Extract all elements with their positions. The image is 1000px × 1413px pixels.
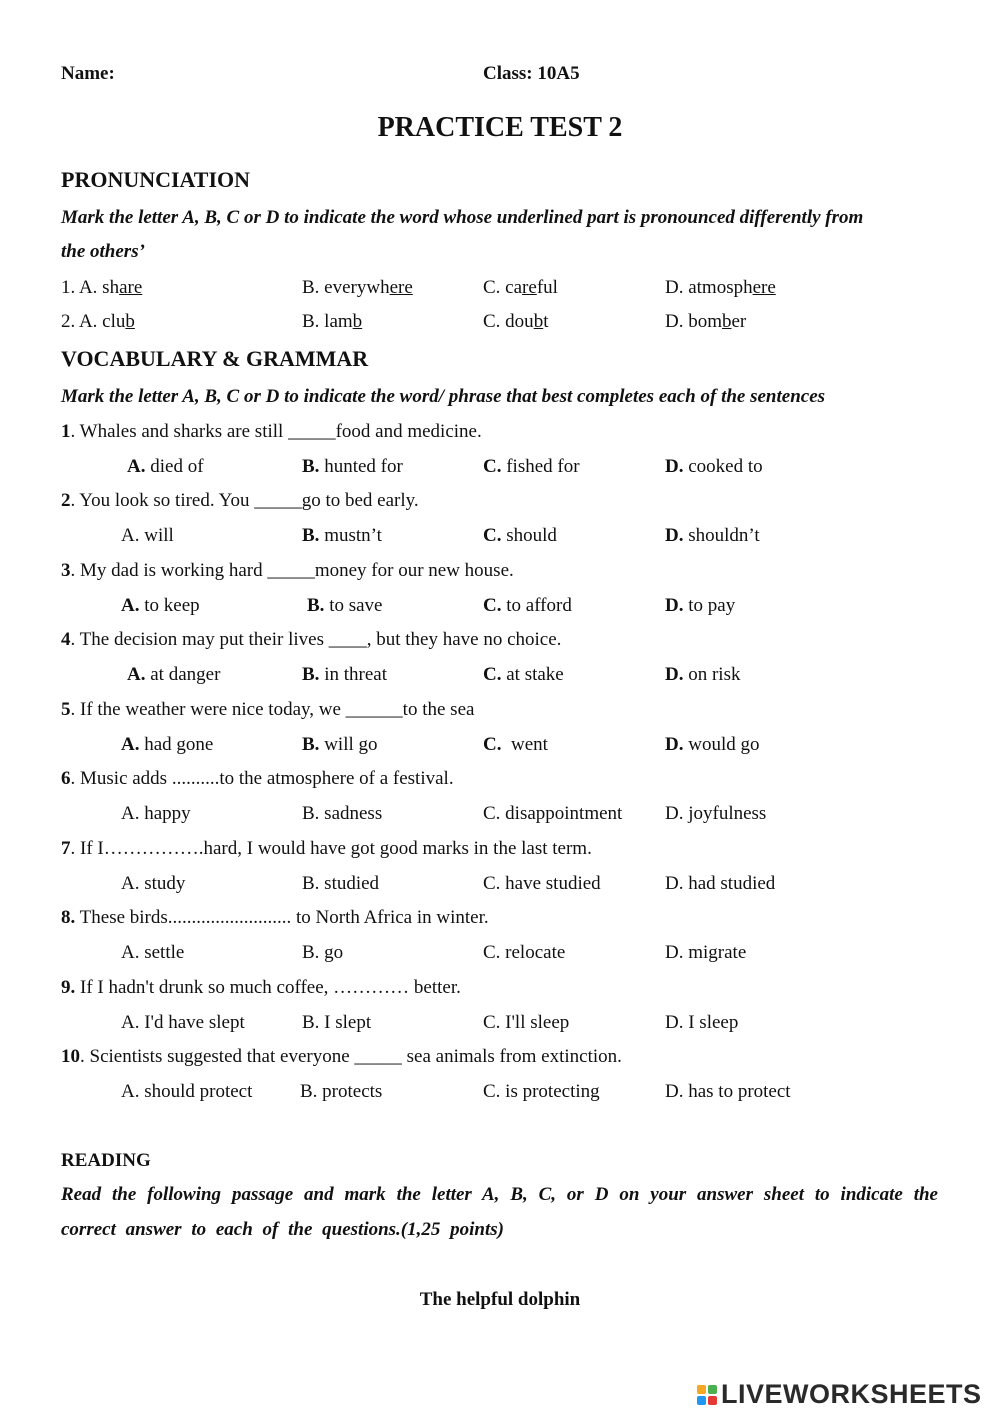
option-letter: B. (302, 525, 320, 546)
name-label: Name: (61, 63, 115, 84)
question-stem (61, 767, 454, 791)
option-label: C. I'll sleep (483, 1012, 570, 1033)
option-letter: A. (127, 456, 146, 477)
underlined-part: are (119, 277, 143, 298)
liveworksheets-logo (697, 1379, 982, 1410)
option-text: D. atmosph (665, 277, 753, 298)
option-text-rest: ful (536, 277, 558, 298)
logo-square (697, 1385, 706, 1394)
question-text: . Whales and sharks are still _____food and medicine. (70, 421, 482, 442)
answer-option[interactable] (302, 524, 382, 548)
question-stem (61, 698, 474, 722)
option-letter: A. (121, 595, 140, 616)
option-label: A. happy (121, 803, 191, 824)
option-label: to pay (683, 595, 736, 616)
question-text: . Scientists suggested that everyone _____ sea animals from extinction. (80, 1046, 622, 1067)
option-label: A. will (121, 525, 174, 546)
option-label: A. I'd have slept (121, 1012, 245, 1033)
option-label: had gone (139, 734, 214, 755)
option-letter: C. (483, 525, 502, 546)
option-label: B. I slept (302, 1012, 372, 1033)
answer-option[interactable] (121, 524, 174, 548)
vocab-instruction: Mark the letter A, B, C or D to indicate the word/ phrase that best completes each of the sentences (61, 386, 826, 407)
option-letter: D. (665, 525, 684, 546)
option-letter: C. (483, 595, 502, 616)
option-label: hunted for (319, 456, 403, 477)
answer-option[interactable] (302, 872, 379, 896)
pronunciation-option (483, 310, 548, 334)
logo-square (708, 1396, 717, 1405)
option-letter: B. (302, 456, 320, 477)
logo-icon (697, 1385, 717, 1405)
underlined-part: b (533, 311, 544, 332)
question-number: 7 (61, 838, 71, 859)
question-number: 4 (61, 629, 71, 650)
option-letter: C. (483, 456, 502, 477)
option-label: in threat (319, 664, 387, 685)
option-label: A. settle (121, 942, 185, 963)
underlined-part: ere (752, 277, 776, 298)
question-stem (61, 837, 592, 861)
question-text: . The decision may put their lives ____, but they have no choice. (70, 629, 562, 650)
answer-option[interactable] (483, 455, 580, 479)
option-label: D. migrate (665, 942, 747, 963)
question-stem (61, 559, 514, 583)
option-letter: D. (665, 595, 684, 616)
option-label: on risk (683, 664, 741, 685)
option-letter: A. (127, 664, 146, 685)
logo-square (708, 1385, 717, 1394)
answer-option[interactable] (121, 802, 191, 826)
question-text: . If the weather were nice today, we ______to the sea (70, 699, 475, 720)
option-label: D. I sleep (665, 1012, 739, 1033)
option-label: shouldn’t (683, 525, 760, 546)
pronunciation-option (483, 276, 558, 300)
reading-instruction-cont: correct answer to each of the questions.(1,25 points) (61, 1219, 504, 1240)
pronunciation-option (302, 276, 413, 300)
pronunciation-option (665, 310, 746, 334)
option-text: B. everywh (302, 277, 390, 298)
option-label: D. joyfulness (665, 803, 767, 824)
option-text: C. dou (483, 311, 534, 332)
answer-option[interactable] (483, 802, 622, 826)
option-text: 2. A. clu (61, 311, 126, 332)
option-label: fished for (501, 456, 580, 477)
answer-option[interactable] (483, 872, 601, 896)
underlined-part: re (522, 277, 537, 298)
answer-option[interactable] (300, 1080, 382, 1104)
answer-option[interactable] (665, 733, 759, 757)
question-number: 1 (61, 421, 71, 442)
answer-option[interactable] (302, 802, 382, 826)
answer-option[interactable] (665, 872, 775, 896)
answer-option[interactable] (302, 1011, 371, 1035)
option-label: C. have studied (483, 873, 601, 894)
option-label: C. disappointment (483, 803, 623, 824)
pronunciation-option (61, 276, 142, 300)
option-letter: D. (665, 456, 684, 477)
question-text: . If I…………….hard, I would have got good marks in the last term. (70, 838, 592, 859)
reading-heading: READING (61, 1150, 151, 1171)
answer-option[interactable] (302, 663, 387, 687)
logo-text: LIVEWORKSHEETS (721, 1379, 982, 1409)
underlined-part: ere (389, 277, 413, 298)
passage-title: The helpful dolphin (419, 1289, 581, 1310)
answer-option[interactable] (665, 1080, 791, 1104)
logo-square (697, 1396, 706, 1405)
option-label: mustn’t (319, 525, 382, 546)
question-text: . You look so tired. You _____go to bed early. (70, 490, 419, 511)
reading-instruction: Read the following passage and mark the letter A, B, C, or D on your answer sheet to indicate the (61, 1184, 938, 1205)
option-letter: D. (665, 664, 684, 685)
question-stem (61, 906, 489, 930)
option-letter: C. (483, 734, 502, 755)
answer-option[interactable] (127, 663, 220, 687)
pronunciation-option (61, 310, 135, 334)
vocab-heading: VOCABULARY & GRAMMAR (61, 346, 369, 371)
option-letter: B. (302, 734, 320, 755)
question-stem (61, 1045, 622, 1069)
answer-option[interactable] (127, 455, 204, 479)
answer-option[interactable] (665, 524, 760, 548)
answer-option[interactable] (483, 1011, 569, 1035)
answer-option[interactable] (483, 524, 557, 548)
answer-option[interactable] (121, 733, 213, 757)
question-number: 6 (61, 768, 71, 789)
option-text-rest: t (543, 311, 549, 332)
option-label: would go (683, 734, 760, 755)
answer-option[interactable] (665, 455, 763, 479)
question-number: 9. (61, 977, 76, 998)
answer-option[interactable] (302, 455, 403, 479)
answer-option[interactable] (302, 733, 378, 757)
option-label: B. studied (302, 873, 380, 894)
option-label: cooked to (683, 456, 763, 477)
option-label: D. had studied (665, 873, 776, 894)
pronunciation-option (302, 310, 362, 334)
question-number: 5 (61, 699, 71, 720)
pronunciation-option (665, 276, 776, 300)
answer-option[interactable] (665, 802, 766, 826)
option-label: C. relocate (483, 942, 566, 963)
underlined-part: b (722, 311, 732, 332)
option-label: to keep (139, 595, 200, 616)
question-stem (61, 420, 482, 444)
answer-option[interactable] (483, 941, 565, 965)
option-label: will go (319, 734, 378, 755)
answer-option[interactable] (121, 594, 200, 618)
option-label: A. should protect (121, 1081, 253, 1102)
option-label: A. study (121, 873, 186, 894)
option-text: C. ca (483, 277, 523, 298)
option-label: at stake (501, 664, 564, 685)
option-letter: D. (665, 734, 684, 755)
page-title: PRACTICE TEST 2 (377, 112, 623, 143)
answer-option[interactable] (483, 663, 564, 687)
question-text: . Music adds ..........to the atmosphere of a festival. (70, 768, 454, 789)
question-stem (61, 976, 461, 1000)
question-stem (61, 489, 419, 513)
answer-option[interactable] (121, 1011, 245, 1035)
option-label: D. has to protect (665, 1081, 791, 1102)
answer-option[interactable] (121, 872, 185, 896)
pronunciation-heading: PRONUNCIATION (61, 167, 251, 192)
answer-option[interactable] (307, 594, 382, 618)
answer-option[interactable] (121, 941, 184, 965)
answer-option[interactable] (483, 733, 548, 757)
option-label: should (501, 525, 557, 546)
option-label: died of (145, 456, 204, 477)
option-text: 1. A. sh (61, 277, 120, 298)
option-letter: B. (307, 595, 325, 616)
option-label: B. sadness (302, 803, 383, 824)
option-letter: B. (302, 664, 320, 685)
option-label: at danger (145, 664, 221, 685)
option-label: to save (324, 595, 383, 616)
answer-option[interactable] (121, 1080, 252, 1104)
question-number: 10 (61, 1046, 80, 1067)
option-label: B. protects (300, 1081, 383, 1102)
class-label: Class: 10A5 (483, 63, 580, 84)
option-label: went (501, 734, 548, 755)
option-label: to afford (501, 595, 572, 616)
question-number: 8. (61, 907, 76, 928)
question-number: 3 (61, 560, 71, 581)
option-letter: A. (121, 734, 140, 755)
answer-option[interactable] (665, 594, 735, 618)
answer-option[interactable] (483, 594, 572, 618)
option-label: C. is protecting (483, 1081, 600, 1102)
answer-option[interactable] (483, 1080, 600, 1104)
answer-option[interactable] (665, 1011, 738, 1035)
answer-option[interactable] (665, 663, 740, 687)
underlined-part: b (352, 311, 363, 332)
question-stem (61, 628, 561, 652)
question-text: If I hadn't drunk so much coffee, ………… better. (75, 977, 461, 998)
option-text-rest: er (731, 311, 747, 332)
option-letter: C. (483, 664, 502, 685)
question-text: These birds.......................... to North Africa in winter. (75, 907, 489, 928)
option-text: D. bom (665, 311, 722, 332)
pronunciation-instruction: Mark the letter A, B, C or D to indicate the word whose underlined part is pronounced differently from (61, 207, 864, 228)
option-label: B. go (302, 942, 344, 963)
answer-option[interactable] (665, 941, 746, 965)
answer-option[interactable] (302, 941, 343, 965)
option-text: B. lam (302, 311, 353, 332)
question-text: . My dad is working hard _____money for our new house. (70, 560, 514, 581)
question-number: 2 (61, 490, 71, 511)
pronunciation-instruction-cont: the others’ (61, 241, 145, 262)
underlined-part: b (125, 311, 135, 332)
